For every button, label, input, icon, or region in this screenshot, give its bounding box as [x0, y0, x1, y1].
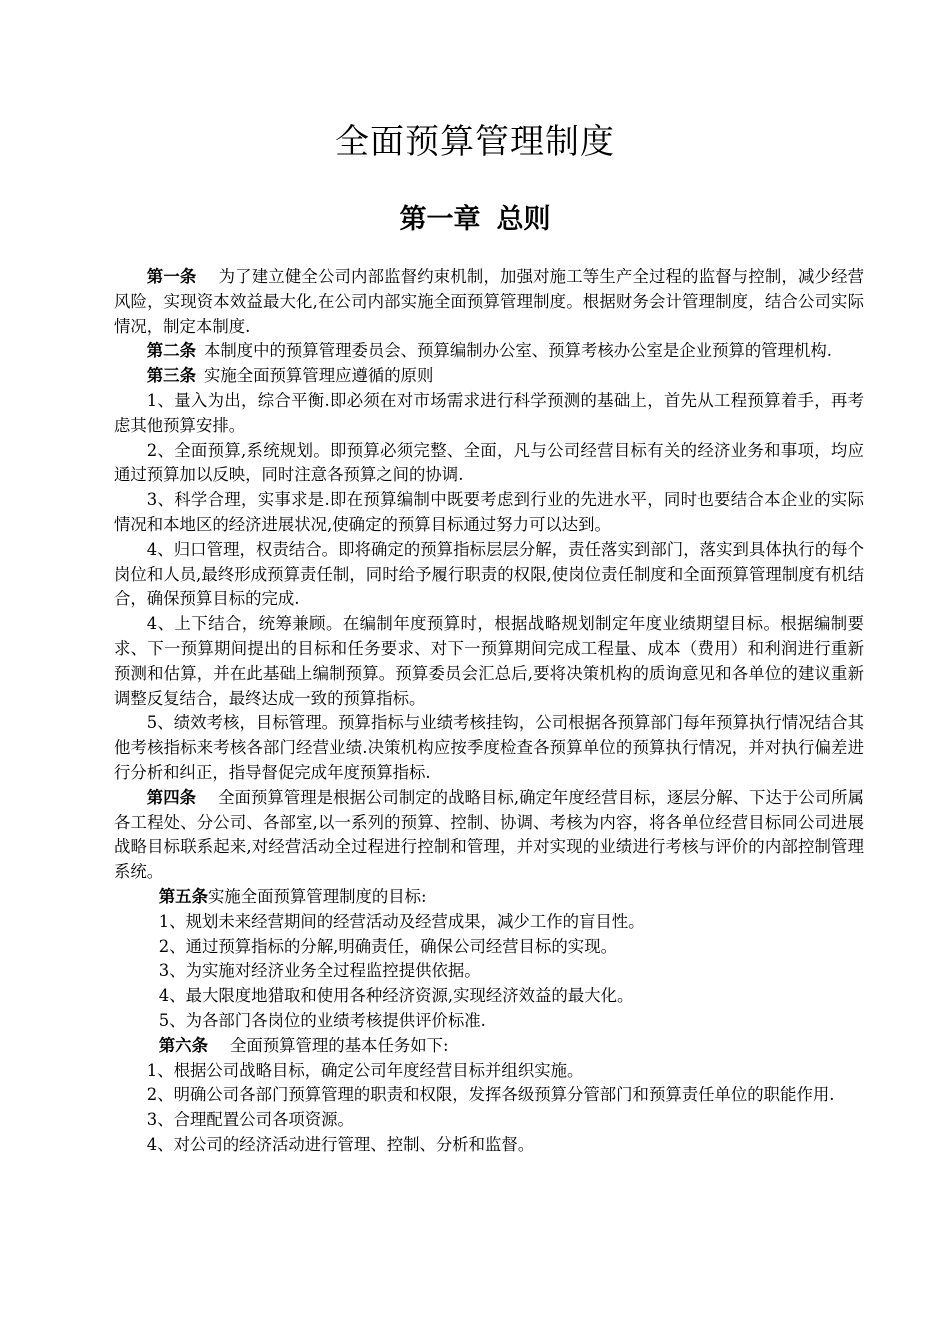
- paragraph-text: 全面预算管理的基本任务如下:: [229, 1035, 449, 1055]
- paragraph-text: 实施全面预算管理应遵循的原则: [203, 366, 434, 386]
- article-label: 第一条: [146, 267, 197, 286]
- document-body: [114, 265, 864, 1158]
- article-label: 第四条: [146, 787, 197, 807]
- chapter-title: 总则: [496, 204, 551, 235]
- paragraph-text: 2、明确公司各部门预算管理的职责和权限，发挥各级预算分管部门和预算责任单位的职能作用.: [146, 1085, 835, 1105]
- paragraph-text: 4、最大限度地猎取和使用各种经济资源,实现经济效益的最大化。: [158, 986, 634, 1006]
- paragraph-text: 3、合理配置公司各项资源。: [146, 1110, 354, 1130]
- paragraph-text: 4、对公司的经济活动进行管理、控制、分析和监督。: [146, 1134, 535, 1154]
- document-title: 全面预算管理制度: [335, 122, 615, 162]
- paragraph: [114, 935, 864, 960]
- paragraph: [114, 1059, 864, 1084]
- paragraph: [114, 910, 864, 935]
- article-label: 第六条: [158, 1035, 208, 1055]
- paragraph: [114, 959, 864, 984]
- paragraph-text: 2、通过预算指标的分解,明确责任，确保公司经营目标的实现。: [158, 936, 617, 956]
- paragraph: [114, 711, 864, 785]
- paragraph: [114, 984, 864, 1009]
- paragraph-text: 4、归口管理，权责结合。即将确定的预算指标层层分解，责任落实到部门，落实到具体执行的每个岗位和人员,最终形成预算责任制，同时给予履行职责的权限,使岗位责任制度和全面预算管理制度有机结合，确保预算目标的完成.: [114, 539, 864, 609]
- paragraph: [114, 439, 864, 489]
- paragraph-text: 1、规划未来经营期间的经营活动及经营成果，减少工作的盲目性。: [158, 911, 645, 931]
- paragraph-text: 3、科学合理，实事求是.即在预算编制中既要考虑到行业的先进水平，同时也要结合本企业的实际情况和本地区的经济进展状况,使确定的预算目标通过努力可以达到。: [114, 490, 864, 534]
- paragraph: [114, 538, 864, 612]
- paragraph-text: 5、绩效考核，目标管理。预算指标与业绩考核挂钩，公司根据各预算部门每年预算执行情况结合其他考核指标来考核各部门经营业绩.决策机构应按季度检查各预算单位的预算执行情况，并对执行偏差进行分析和纠正，指导督促完成年度预算指标.: [114, 713, 864, 782]
- paragraph: [114, 1133, 864, 1158]
- paragraph: [114, 1034, 864, 1059]
- paragraph: [114, 389, 864, 439]
- paragraph: [114, 364, 864, 389]
- paragraph: [114, 885, 864, 910]
- paragraph: [114, 339, 864, 364]
- paragraph: [114, 786, 864, 885]
- paragraph: [114, 265, 864, 339]
- article-label: 第二条: [146, 341, 196, 361]
- paragraph-text: 5、为各部门各岗位的业绩考核提供评价标准.: [158, 1010, 486, 1030]
- paragraph-text: 实施全面预算管理制度的目标:: [207, 886, 427, 906]
- paragraph: [114, 612, 864, 711]
- paragraph: [114, 1083, 864, 1108]
- paragraph-text: 本制度中的预算管理委员会、预算编制办公室、预算考核办公室是企业预算的管理机构.: [203, 341, 833, 361]
- paragraph: [114, 1009, 864, 1034]
- chapter-label: 第一章: [399, 204, 481, 235]
- paragraph-text: 为了建立健全公司内部监督约束机制，加强对施工等生产全过程的监督与控制，减少经营风险，实现资本效益最大化,在公司内部实施全面预算管理制度。根据财务会计管理制度，结合公司实际情况，制定本制度.: [114, 267, 865, 336]
- paragraph-text: 1、根据公司战略目标，确定公司年度经营目标并组织实施。: [146, 1060, 584, 1080]
- paragraph-text: 3、为实施对经济业务全过程监控提供依据。: [158, 961, 481, 981]
- article-label: 第三条: [146, 366, 196, 386]
- chapter-heading: [0, 200, 950, 240]
- paragraph: [114, 488, 864, 538]
- paragraph-text: 4、上下结合，统筹兼顾。在编制年度预算时，根据战略规划制定年度业绩期望目标。根据编制要求、下一预算期间提出的目标和任务要求、对下一预算期间完成工程量、成本（费用）和利润进行重新预测和估算，并在此基础上编制预算。预算委员会汇总后,要将决策机构的质询意见和各单位的建议重新调整反复结合，最终达成一致的预算指标。: [114, 614, 864, 708]
- paragraph: [114, 1108, 864, 1133]
- paragraph-text: 2、全面预算,系统规划。即预算必须完整、全面，凡与公司经营目标有关的经济业务和事项，均应通过预算加以反映，同时注意各预算之间的协调.: [114, 440, 864, 485]
- paragraph-text: 1、量入为出，综合平衡.即必须在对市场需求进行科学预测的基础上，首先从工程预算着手，再考虑其他预算安排。: [114, 390, 864, 435]
- article-label: 第五条: [158, 886, 208, 906]
- paragraph-text: 全面预算管理是根据公司制定的战略目标,确定年度经营目标，逐层分解、下达于公司所属各工程处、分公司、各部室,以一系列的预算、控制、协调、考核为内容，将各单位经营目标同公司进展战略目标联系起来,对经营活动全过程进行控制和管理，并对实现的业绩进行考核与评价的内部控制管理系统。: [114, 787, 865, 882]
